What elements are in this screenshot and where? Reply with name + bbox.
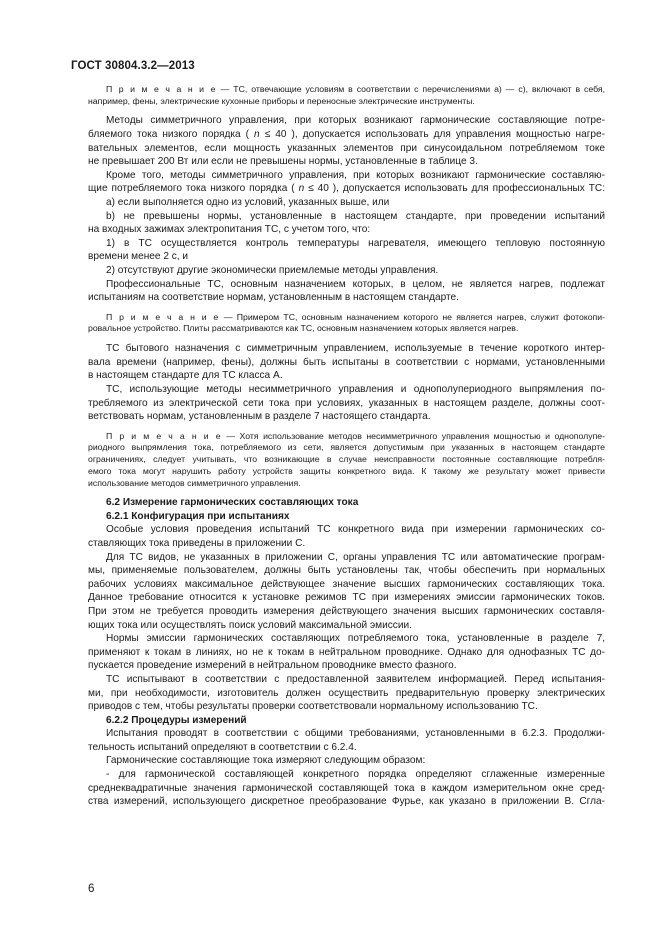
- note-block: [88, 84, 605, 107]
- line-content: применяют к токам в линиях, но не к токам в нейтральном проводнике. Однако для однофазных ТС до-: [88, 646, 605, 658]
- line-content: Профессиональные ТС, основным назначением которых, в целом, не является нагрев, подлежат: [106, 278, 605, 290]
- text-line: [88, 356, 605, 370]
- text-line: [88, 264, 605, 278]
- line-content: ства измерений, использующего дискретное преобразование Фурье, как указано в приложении В. Сгла-: [88, 796, 605, 808]
- text-line: [88, 312, 605, 324]
- note-label: П р и м е ч а н и е: [106, 430, 222, 441]
- line-content: мы, применяемые пользователем, должны быть установлены так, чтобы обеспечить при нормальных: [88, 565, 605, 577]
- line-content: вательных элементов, если мощность указанных элементов при синусоидальном потребляемом токе: [88, 142, 605, 154]
- line-content: на входных зажимах электропитания ТС, с учетом того, что:: [88, 224, 371, 236]
- text-line: [88, 142, 605, 156]
- spacer: [88, 424, 605, 431]
- text-line: [88, 741, 605, 755]
- text-line: [88, 410, 605, 424]
- line-content: ограничениях, следует учитывать, что возникающие в случае неисправности постоянные составляющие потребля-: [88, 454, 605, 465]
- spacer: [88, 305, 605, 312]
- text-line: [88, 291, 605, 305]
- line-content: риодного выпрямления тока, потребляемого из сети, является допустимым при указанных в настоящем стандарте: [88, 442, 605, 453]
- line-content: 2) отсутствуют другие экономически приемлемые методы управления.: [106, 264, 439, 276]
- line-content: пускается проведение измерений в нейтральном проводнике вместо фазного.: [88, 660, 457, 672]
- text-line: [88, 632, 605, 646]
- line-content: Данное требование относится к установке режимов ТС при измерениях эмиссии гармонических токов.: [88, 592, 605, 604]
- text-line: [88, 523, 605, 537]
- page-number: 6: [88, 883, 95, 895]
- heading-text: 6.2.1 Конфигурация при испытаниях: [106, 510, 290, 522]
- line-content: ветствовать нормам, установленным в разделе 7 настоящего стандарта.: [88, 411, 431, 423]
- text-line: [88, 223, 605, 237]
- text-line: [88, 369, 605, 383]
- text-line: [88, 754, 605, 768]
- line-content: использование методов симметричного управления.: [88, 477, 301, 488]
- text-line: [88, 659, 605, 673]
- line-content: рабочих условиях максимальное действующее значение высших гармонических составляющих тока.: [88, 578, 605, 590]
- paragraph-block: [88, 523, 605, 713]
- line-content: Гармонические составляющие тока измеряют следующим образом:: [106, 755, 426, 767]
- text-line: [88, 768, 605, 782]
- text-line: [88, 564, 605, 578]
- text-line: [88, 454, 605, 466]
- line-content: — Примером ТС, основным назначением которого не является нагрев, служит фотокопи-: [219, 311, 605, 322]
- text-line: [88, 782, 605, 796]
- section-heading: [88, 510, 605, 524]
- text-line: [88, 383, 605, 397]
- text-line: [88, 646, 605, 660]
- line-content: емого тока могут нарушить работу устройств защиты конкретного вида. К такому же результату может привести: [88, 465, 605, 476]
- text-line: [88, 278, 605, 292]
- text-line: [88, 727, 605, 741]
- line-content: не превышает 200 Вт или если не превышены нормы, установленные в таблице 3.: [88, 156, 478, 168]
- line-content: a) если выполняется одно из условий, указанных выше, или: [106, 196, 390, 208]
- text-line: [88, 700, 605, 714]
- line-content: тельность испытаний определяют в соответствии с 6.2.4.: [88, 741, 357, 753]
- note-block: [88, 312, 605, 335]
- spacer: [88, 107, 605, 114]
- text-line: [88, 84, 605, 96]
- line-content: Для ТС видов, не указанных в приложении С, органы управления ТС или автоматические програм-: [106, 551, 605, 563]
- line-content: Испытания проводят в соответствии с общими требованиями, установленными в 6.2.3. Продолжи-: [106, 728, 605, 740]
- text-line: [88, 605, 605, 619]
- line-content: ми, при необходимости, изготовитель должен осуществить предварительную проверку электрических: [88, 687, 605, 699]
- line-content: Особые условия проведения испытаний ТС конкретного вида при измерении гармонических со-: [106, 524, 605, 536]
- line-content: Нормы эмиссии гармонических составляющих потребляемого тока, установленные в разделе 7,: [106, 633, 605, 645]
- line-content: ТС бытового назначения с симметричным управлением, используемые в течение короткого интер-: [106, 343, 605, 355]
- text-line: [88, 196, 605, 210]
- heading-text: 6.2.2 Процедуры измерений: [106, 714, 247, 726]
- line-content: приводов с тем, чтобы результаты проверки соответствовали нормальному использованию ТС.: [88, 701, 538, 713]
- section-heading: [88, 714, 605, 728]
- line-content: b) не превышены нормы, установленные в настоящем стандарте, при проведении испытаний: [106, 210, 605, 222]
- line-content: времени менее 2 с, и: [88, 251, 189, 263]
- line-content: Методы симметричного управления, при которых возникают гармонические составляющие потре-: [106, 115, 605, 127]
- text-line: [88, 96, 605, 108]
- text-line: [88, 591, 605, 605]
- note-label: П р и м е ч а н и е: [106, 84, 217, 94]
- standard-header: ГОСТ 30804.3.2—2013: [71, 60, 195, 72]
- line-content: При этом не требуется проводить измерения действующего значения высших гармонических составля-: [88, 605, 605, 617]
- text-line: [88, 323, 605, 335]
- line-content: ровальное устройство. Плиты рассматриваются как ТС, основным назначением которых является нагрев.: [88, 323, 519, 334]
- text-line: [88, 182, 605, 196]
- line-content: ТС, использующие методы несимметричного управления и однополупериодного выпрямления по-: [106, 383, 605, 395]
- line-content: щие потребляемого тока низкого порядка ( n ≤ 40 ), допускается использовать для профессиональных ТС:: [88, 183, 605, 195]
- line-content: требляемого из электрической сети тока при условиях, указанных в настоящем разделе, должны соот-: [88, 397, 605, 409]
- text-line: [88, 210, 605, 224]
- text-line: [88, 114, 605, 128]
- text-line: [88, 155, 605, 169]
- line-content: ставляющих тока приведены в приложении С.: [88, 537, 306, 549]
- line-content: испытаниям на соответствие нормам, установленным в настоящем стандарте.: [88, 292, 459, 304]
- document-body: [88, 84, 605, 809]
- text-line: [88, 578, 605, 592]
- text-line: [88, 795, 605, 809]
- text-line: [88, 397, 605, 411]
- text-line: [88, 237, 605, 251]
- heading-text: 6.2 Измерение гармонических составляющих тока: [106, 497, 359, 509]
- text-line: [88, 431, 605, 443]
- spacer: [88, 489, 605, 496]
- paragraph-block: [88, 727, 605, 809]
- line-content: — Хотя использование методов несимметричного управления мощностью и однополупе-: [221, 430, 605, 441]
- text-line: [88, 687, 605, 701]
- text-line: [88, 478, 605, 490]
- line-content: ТС испытывают в соответствии с предоставленной заявителем информацией. Перед испытания-: [106, 673, 605, 685]
- note-block: [88, 431, 605, 490]
- line-content: в настоящем стандарте для ТС класса А.: [88, 370, 283, 382]
- text-line: [88, 442, 605, 454]
- text-line: [88, 673, 605, 687]
- paragraph-block: [88, 342, 605, 424]
- line-content: среднеквадратичные значения гармонической составляющей тока в каждом измерительном окне сред-: [88, 782, 605, 794]
- line-content: — ТС, отвечающие условиям в соответствии с перечислениями а) — с), включают в себя,: [216, 84, 605, 94]
- text-line: [88, 619, 605, 633]
- text-line: [88, 342, 605, 356]
- line-content: бляемого тока низкого порядка ( n ≤ 40 ), допускается использовать для управления мощностью нагре-: [88, 129, 605, 140]
- spacer: [88, 335, 605, 342]
- note-label: П р и м е ч а н и е: [106, 311, 220, 322]
- text-line: [88, 169, 605, 183]
- line-content: вала времени (например, фены), должны быть испытаны в соответствии с нормами, установленными: [88, 356, 605, 368]
- line-content: Кроме того, методы симметричного управления, при которых возникают гармонические составляю-: [106, 169, 605, 181]
- text-line: [88, 537, 605, 551]
- line-content: - для гармонической составляющей конкретного порядка определяют сглаженные измеренные: [106, 769, 605, 781]
- text-line: [88, 466, 605, 478]
- line-content: например, фены, электрические кухонные приборы и переносные электрические инструменты.: [88, 95, 475, 106]
- text-line: [88, 551, 605, 565]
- line-content: 1) в ТС осуществляется контроль температуры нагревателя, имеющего тепловую постоянную: [106, 237, 605, 249]
- line-content: ющих тока или осуществлять поиск условий максимальной эмиссии.: [88, 619, 412, 631]
- paragraph-block: [88, 114, 605, 304]
- section-heading: [88, 496, 605, 510]
- text-line: [88, 128, 605, 142]
- text-line: [88, 250, 605, 264]
